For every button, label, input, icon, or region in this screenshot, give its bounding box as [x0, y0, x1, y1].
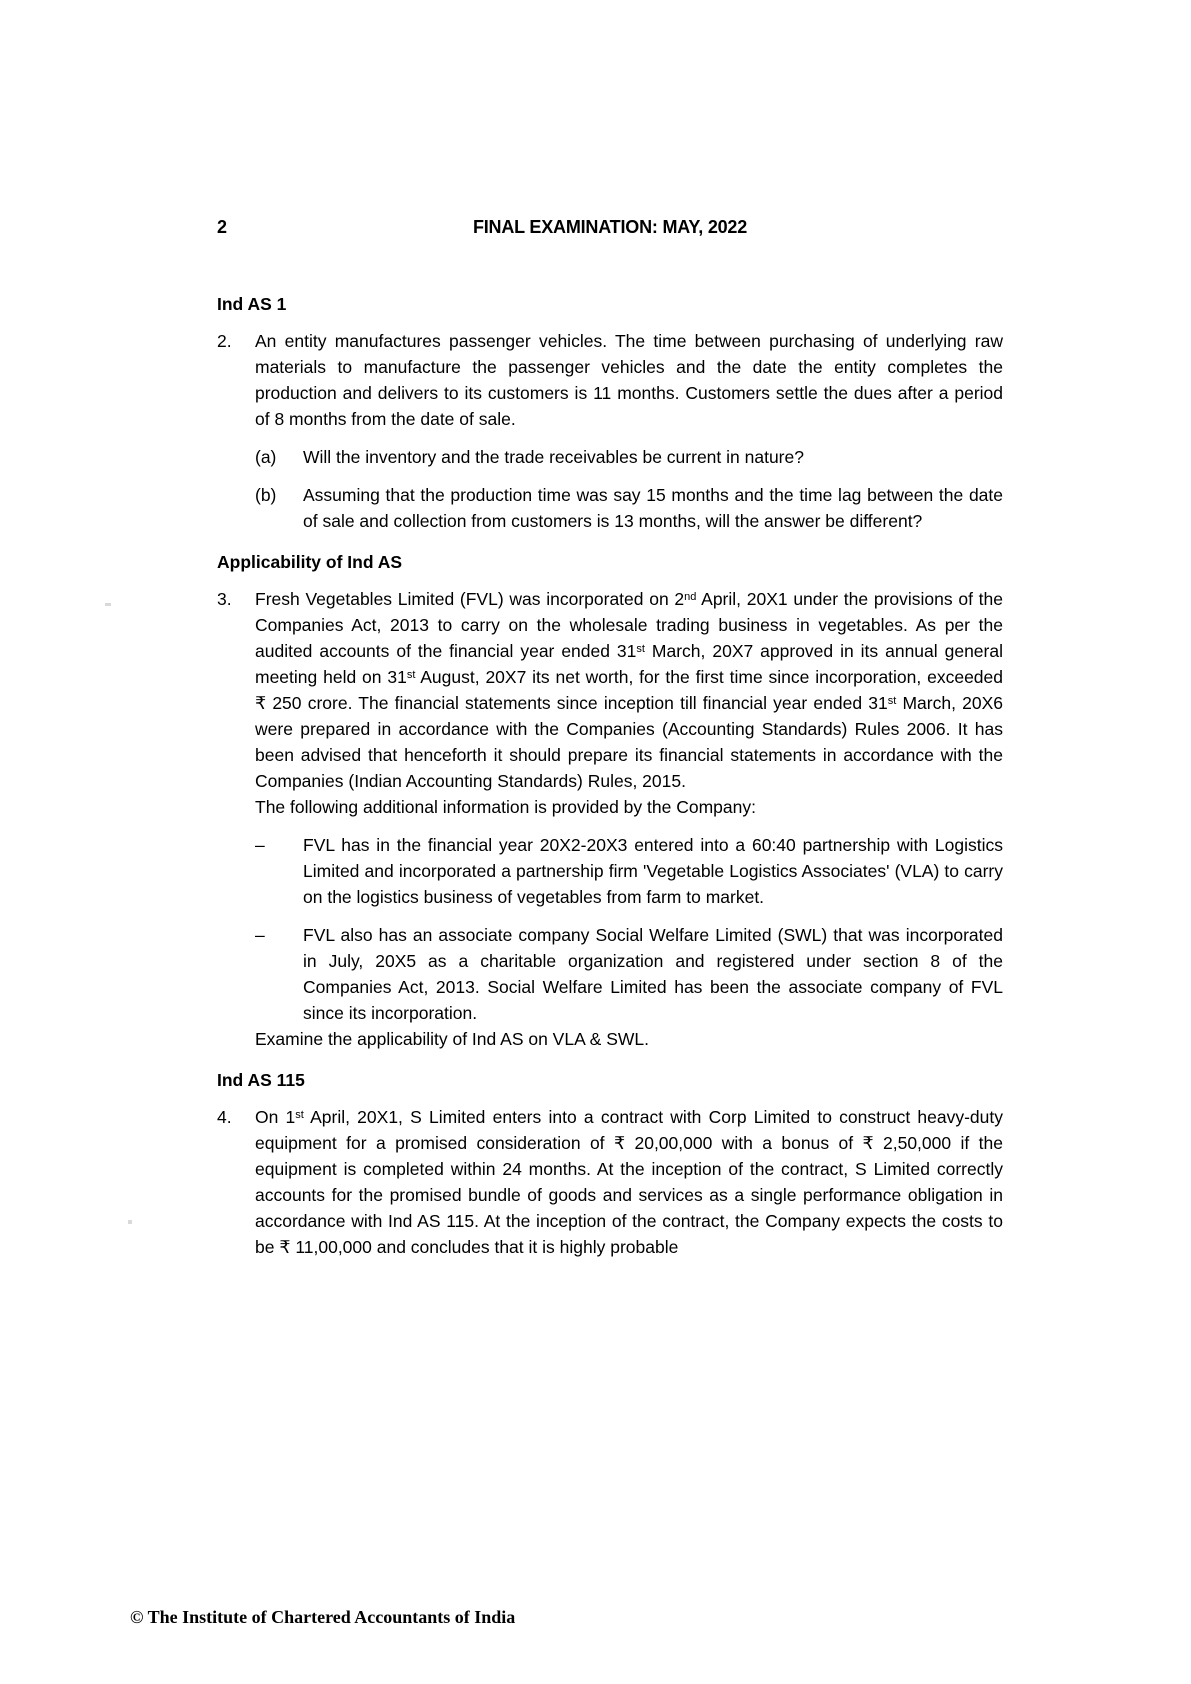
- question-3-text-seg: March, 20X6 were prepared in accordance with the Companies (Accounting Standards) Rules 2006. It has been advised that henceforth it should prepare its financial statements in accordance with the Companies (Indian Accounting Standards) Rules, 2015.: [255, 693, 1004, 791]
- bullet-dash: –: [255, 925, 265, 945]
- ordinal-superscript: st: [295, 1109, 304, 1121]
- scan-artifact: [105, 603, 111, 606]
- question-3-text-seg: March, 20X7 approved in its annual general meeting held on 31: [255, 641, 1003, 687]
- question-3-number: 3.: [217, 589, 232, 609]
- question-4-text: [255, 1104, 1003, 1260]
- content-area: [217, 291, 1003, 1272]
- question-4-text-seg: April, 20X1, S Limited enters into a contract with Corp Limited to construct heavy-duty equipment for a promised consideration of ₹ 20,00,000 with a bonus of ₹ 2,50,000 if the equipment is completed within 24 months. At the inception of the contract, S Limited correctly accounts for the promised bundle of goods and services as a single performance obligation in accordance with Ind AS 115. At the inception of the contract, the Company expects the costs to be ₹ 11,00,000 and concludes that it is highly probable: [255, 1107, 1003, 1257]
- question-3-additional-info: The following additional information is provided by the Company:: [255, 797, 756, 817]
- subitem-b-text: Assuming that the production time was say 15 months and the time lag between the date of sale and collection from customers is 13 months, will the answer be different?: [303, 485, 1003, 531]
- question-3: [217, 586, 1003, 1052]
- question-3-bullet-2: [255, 922, 1003, 1026]
- question-2-text: An entity manufactures passenger vehicles. The time between purchasing of underlying raw materials to manufacture the passenger vehicles and the date the entity completes the production and delivers to its customers is 11 months. Customers settle the dues after a period of 8 months from the date of sale.: [255, 331, 1003, 429]
- question-3-text: [255, 586, 1003, 794]
- section-heading-applicability-of-ind-as: Applicability of Ind AS: [217, 552, 403, 572]
- section-heading-ind-as-115: Ind AS 115: [217, 1070, 305, 1090]
- scan-artifact: [128, 1220, 132, 1224]
- question-3-bullet-2-text: FVL also has an associate company Social Welfare Limited (SWL) that was incorporated in July, 20X5 as a charitable organization and registered under section 8 of the Companies Act, 2013. Social Welfare Limited has been the associate company of FVL since its incorporation.: [303, 925, 1003, 1023]
- question-3-text-seg: Fresh Vegetables Limited (FVL) was incorporated on 2: [255, 589, 685, 609]
- question-4-body: [255, 1104, 1003, 1260]
- page-header-title: FINAL EXAMINATION: MAY, 2022: [472, 217, 748, 237]
- page-header: [217, 217, 1003, 243]
- question-3-text-seg: April, 20X1 under the provisions of the Companies Act, 2013 to carry on the wholesale trading business in vegetables. As per the audited accounts of the financial year ended 31: [255, 589, 1003, 661]
- question-3-bullet-1-text: FVL has in the financial year 20X2-20X3 entered into a 60:40 partnership with Logistics Limited and incorporated a partnership firm 'Vegetable Logistics Associates' (VLA) to carry on the logistics business of vegetables from farm to market.: [303, 835, 1003, 907]
- page-footer: © The Institute of Chartered Accountants of India: [130, 1607, 516, 1627]
- subitem-b-label: (b): [255, 485, 277, 505]
- subitem-a-text: Will the inventory and the trade receivables be current in nature?: [303, 447, 804, 467]
- question-2-number: 2.: [217, 331, 232, 351]
- question-2-subitem-a: [255, 444, 1003, 470]
- question-4-text-seg: On 1: [255, 1107, 296, 1127]
- question-3-requirement: Examine the applicability of Ind AS on VLA & SWL.: [255, 1029, 649, 1049]
- page-number: 2: [217, 217, 228, 237]
- question-2-subitem-b: [255, 482, 1003, 534]
- question-2-body: [255, 328, 1003, 534]
- question-4-number: 4.: [217, 1107, 232, 1127]
- section-heading-ind-as-1: Ind AS 1: [217, 294, 287, 314]
- bullet-dash: –: [255, 835, 265, 855]
- ordinal-superscript: st: [406, 669, 416, 681]
- question-2: [217, 328, 1003, 534]
- question-3-body: [255, 586, 1003, 1052]
- question-3-bullet-1: [255, 832, 1003, 910]
- question-4: [217, 1104, 1003, 1260]
- ordinal-superscript: nd: [684, 591, 697, 603]
- question-3-text-seg: August, 20X7 its net worth, for the first time since incorporation, exceeded ₹ 250 crore. The financial statements since inception till financial year ended 31: [255, 667, 1003, 713]
- subitem-a-label: (a): [255, 447, 277, 467]
- ordinal-superscript: st: [636, 643, 645, 655]
- ordinal-superscript: st: [887, 695, 897, 707]
